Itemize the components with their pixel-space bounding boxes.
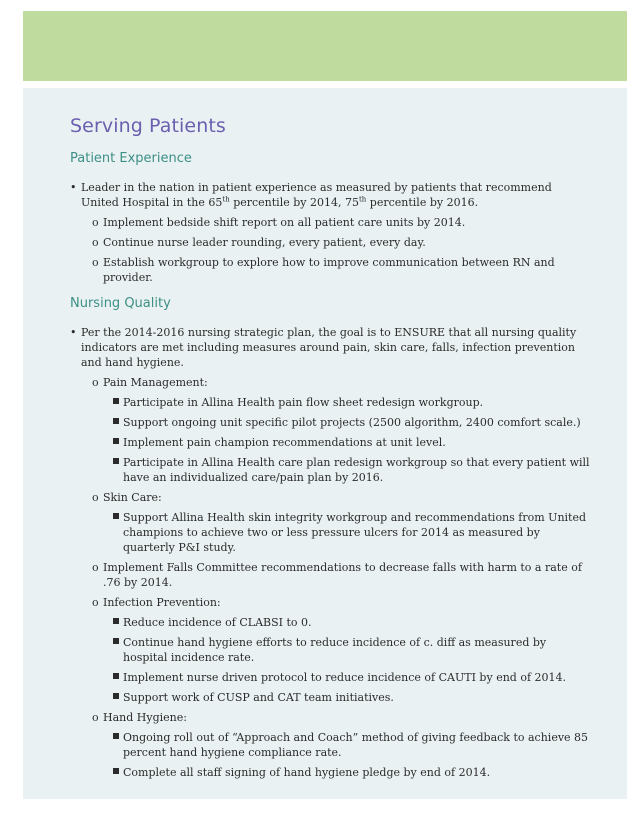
header-color-band (23, 11, 627, 81)
sub-item-hand-hygiene: o Hand Hygiene: (92, 711, 187, 724)
section-heading-patient-experience: Patient Experience (70, 151, 192, 166)
square-bullet-icon (113, 513, 119, 519)
square-bullet-icon (113, 693, 119, 699)
square-bullet-icon (113, 398, 119, 404)
square-bullet-icon (113, 438, 119, 444)
sub-item-infection-prevention: o Infection Prevention: (92, 596, 221, 609)
document-content (70, 115, 590, 780)
sub-item: o Establish workgroup to explore how to improve communication between RN and provider. (92, 256, 555, 284)
square-bullet-icon (113, 768, 119, 774)
bullet-item: • Per the 2014-2016 nursing strategic plan, the goal is to ENSURE that all nursing quality indicators are met including measures around pain, skin care, falls, infection prevention and hand hygiene. (70, 326, 577, 369)
sub-sub-item: Continue hand hygiene efforts to reduce incidence of c. diff as measured by hospital incidence rate. (70, 635, 590, 665)
sub-sub-item: Reduce incidence of CLABSI to 0. (70, 615, 590, 630)
sub-item-pain-management: o Pain Management: (92, 376, 208, 389)
sub-sub-item: Complete all staff signing of hand hygiene pledge by end of 2014. (70, 765, 590, 780)
square-bullet-icon (113, 418, 119, 424)
sub-sub-item: Participate in Allina Health pain flow sheet redesign workgroup. (70, 395, 590, 410)
sub-item: o Continue nurse leader rounding, every patient, every day. (92, 236, 426, 249)
bullet-marker: • (70, 326, 77, 339)
sub-sub-item: Support work of CUSP and CAT team initiatives. (70, 690, 590, 705)
sub-item-skin-care: o Skin Care: (92, 491, 162, 504)
sub-item-falls: o Implement Falls Committee recommendations to decrease falls with harm to a rate of .76 by 2014. (92, 561, 582, 589)
sub-sub-item: Implement nurse driven protocol to reduce incidence of CAUTI by end of 2014. (70, 670, 590, 685)
square-bullet-icon (113, 673, 119, 679)
bullet-item: • Leader in the nation in patient experience as measured by patients that recommend United Hospital in the 65th percentile by 2014, 75th percentile by 2016. (70, 181, 552, 209)
square-bullet-icon (113, 638, 119, 644)
sub-item: o Implement bedside shift report on all patient care units by 2014. (92, 216, 466, 229)
page-title: Serving Patients (70, 115, 226, 137)
sub-sub-item: Support ongoing unit specific pilot projects (2500 algorithm, 2400 comfort scale.) (70, 415, 590, 430)
sub-sub-item: Implement pain champion recommendations at unit level. (70, 435, 590, 450)
sub-sub-item: Participate in Allina Health care plan redesign workgroup so that every patient will have an individualized care/pain plan by 2016. (70, 455, 590, 485)
square-bullet-icon (113, 458, 119, 464)
section-heading-nursing-quality: Nursing Quality (70, 296, 171, 311)
sub-sub-item: Support Allina Health skin integrity workgroup and recommendations from United champions to achieve two or less pressure ulcers for 2014 as measured by quarterly P&I study. (70, 510, 590, 555)
square-bullet-icon (113, 618, 119, 624)
sub-sub-item: Ongoing roll out of “Approach and Coach” method of giving feedback to achieve 85 percent hand hygiene compliance rate. (70, 730, 590, 760)
square-bullet-icon (113, 733, 119, 739)
bullet-marker: • (70, 181, 77, 194)
